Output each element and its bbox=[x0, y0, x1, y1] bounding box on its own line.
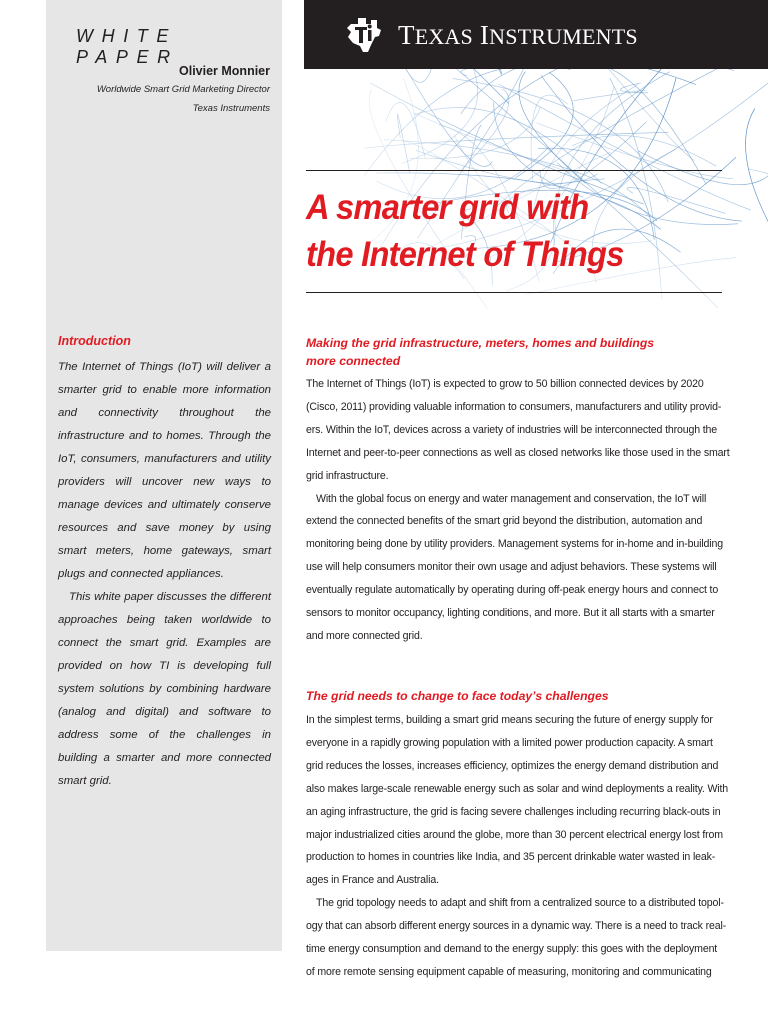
text-line: and more connected grid. bbox=[306, 629, 423, 642]
heading-line: more connected bbox=[306, 354, 401, 368]
introduction-paragraph: This white paper discusses the different approaches being taken worldwide to connect the smart grid. Examples are provided on how TI is developing full system solutions by combining hardware (analog and digital) and software to address some of the challenges in building a smarter and more connected smart grid. bbox=[58, 591, 271, 787]
author-company: Texas Instruments bbox=[192, 103, 270, 114]
brand-word: NSTRUMENTS bbox=[489, 24, 638, 49]
section-body bbox=[306, 373, 730, 648]
text-line: monitoring being done by utility providers. Management systems for in-home and in-building bbox=[306, 538, 723, 551]
text-line: time energy consumption and demand to the energy supply: this goes with the deployment bbox=[306, 943, 718, 956]
text-line: use will help consumers monitor their own usage and adjust behaviors. These systems will bbox=[306, 561, 717, 574]
section-body bbox=[306, 709, 729, 984]
title-rule-top bbox=[306, 170, 722, 171]
text-line: The grid topology needs to adapt and shift from a centralized source to a distributed topol- bbox=[316, 897, 724, 910]
brand-word: EXAS bbox=[414, 24, 473, 49]
brand-initial: I bbox=[479, 20, 490, 50]
page-title bbox=[306, 184, 702, 278]
section-heading bbox=[306, 334, 654, 370]
text-line: ages in France and Australia. bbox=[306, 874, 439, 887]
brand-wordmark bbox=[398, 20, 638, 51]
heading-line: Making the grid infrastructure, meters, homes and buildings bbox=[306, 336, 655, 350]
section-heading: The grid needs to change to face today’s challenges bbox=[306, 689, 609, 703]
introduction-body bbox=[58, 356, 271, 793]
author-name: Olivier Monnier bbox=[179, 64, 270, 78]
text-line: ogy that can absorb different energy sources in a dynamic way. There is a need to track real- bbox=[306, 920, 727, 933]
text-line: an aging infrastructure, the grid is facing severe challenges including recurring black-outs in bbox=[306, 805, 721, 818]
paragraph bbox=[306, 488, 722, 648]
text-line: Internet and peer-to-peer connections as well as closed networks like those used in the smart bbox=[306, 446, 730, 459]
title-line: A smarter grid with bbox=[306, 187, 589, 227]
text-line: With the global focus on energy and water management and conservation, the IoT will bbox=[316, 492, 707, 505]
document-type-label: WHITE PAPER bbox=[76, 26, 179, 67]
text-line: sensors to monitor occupancy, lighting conditions, and more. But it all starts with a smarter bbox=[306, 607, 715, 620]
paragraph bbox=[306, 892, 727, 984]
text-line: production to homes in countries like India, and 35 percent drinkable water wasted in leak- bbox=[306, 851, 716, 864]
title-rule-bottom bbox=[306, 292, 722, 293]
text-line: The Internet of Things (IoT) is expected to grow to 50 billion connected devices by 2020 bbox=[306, 378, 704, 390]
text-line: also makes large-scale renewable energy such as solar and wind deployments a reality. With bbox=[306, 782, 729, 795]
text-line: (Cisco, 2011) providing valuable information to consumers, manufacturers and utility provid- bbox=[306, 400, 722, 413]
text-line: extend the connected benefits of the smart grid beyond the distribution, automation and bbox=[306, 515, 703, 528]
header-band bbox=[304, 0, 768, 69]
text-line: of more remote sensing equipment capable of measuring, monitoring and communicating bbox=[306, 965, 712, 978]
text-line: ers. Within the IoT, devices across a variety of industries will be interconnected through the bbox=[306, 423, 718, 436]
text-line: major industrialized cities around the globe, more than 30 percent electrical energy lost from bbox=[306, 828, 723, 841]
introduction-heading: Introduction bbox=[58, 334, 131, 348]
text-line: eventually regulate automatically by operating during off-peak energy hours and connect to bbox=[306, 584, 719, 597]
title-line: the Internet of Things bbox=[306, 234, 624, 274]
text-line: everyone in a rapidly growing population with a limited power production capacity. A smart bbox=[306, 736, 713, 749]
author-title: Worldwide Smart Grid Marketing Director bbox=[96, 84, 270, 95]
text-line: grid infrastructure. bbox=[306, 469, 389, 482]
paragraph bbox=[306, 709, 729, 892]
introduction-paragraph: The Internet of Things (IoT) will deliver a smarter grid to enable more information and connectivity throughout the infrastructure and to homes. Through the IoT, consumers, manufacturers and utility providers will uncover new ways to manage devices and ultimately conserve resources and save money by using smart meters, home gateways, smart plugs and connected appliances. bbox=[58, 361, 271, 580]
sidebar bbox=[46, 0, 282, 951]
paragraph bbox=[306, 373, 730, 488]
brand-initial: T bbox=[398, 20, 415, 50]
ti-logo-icon bbox=[344, 15, 384, 55]
text-line: grid reduces the losses, increases efficiency, optimizes the energy demand distribution and bbox=[306, 759, 719, 772]
text-line: In the simplest terms, building a smart grid means securing the future of energy supply for bbox=[306, 714, 713, 726]
